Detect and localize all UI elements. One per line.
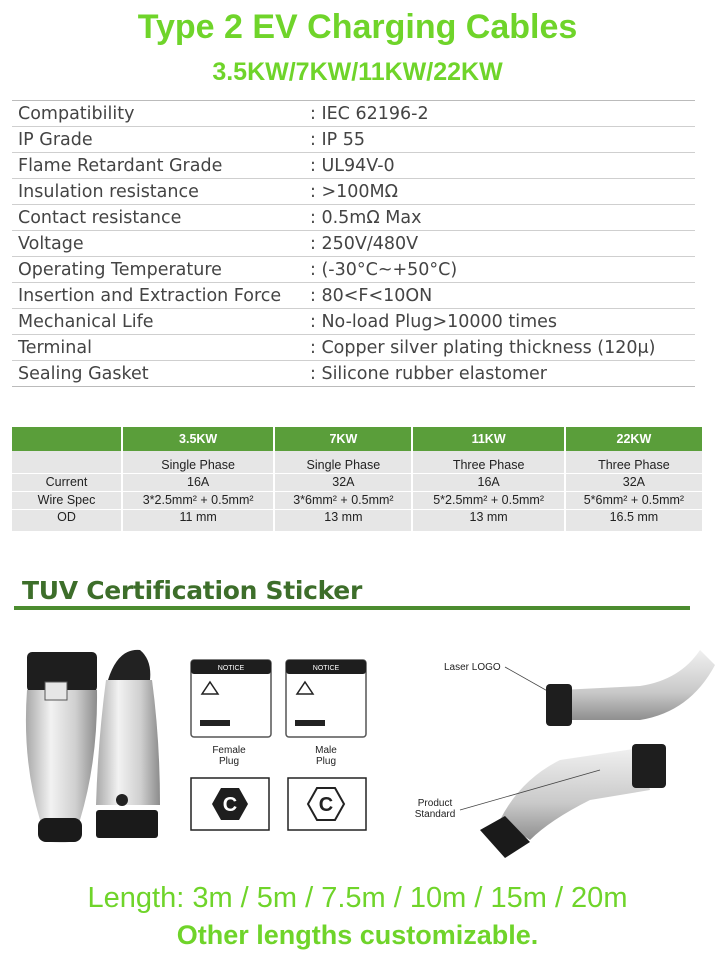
table-cell: Single Phase — [122, 451, 274, 473]
spec-list — [12, 100, 695, 387]
spec-row — [12, 257, 695, 283]
table-cell: 5*2.5mm² + 0.5mm² — [412, 491, 564, 509]
upper-plug-image — [546, 650, 715, 726]
spec-row — [12, 205, 695, 231]
table-row — [12, 491, 703, 509]
tuv-underline — [14, 606, 690, 610]
custom-length-note: Other lengths customizable. — [176, 920, 539, 950]
male-plug-image — [96, 650, 160, 838]
table-row — [12, 451, 703, 473]
spec-value: : (-30°C~+50°C) — [310, 260, 458, 280]
spec-value: : Copper silver plating thickness (120μ) — [310, 338, 656, 358]
table-cell: Three Phase — [412, 451, 564, 473]
spec-value: : 80<F<10ON — [310, 286, 433, 306]
spec-value: : IP 55 — [310, 130, 366, 150]
table-cell: 3*6mm² + 0.5mm² — [274, 491, 412, 509]
length-options: Length: 3m / 5m / 7.5m / 10m / 15m / 20m — [87, 882, 628, 914]
spec-row — [12, 231, 695, 257]
c-mark-letter: C — [318, 794, 334, 816]
table-cell: Three Phase — [565, 451, 703, 473]
table-header-cell — [12, 427, 122, 451]
table-cell: 13 mm — [274, 509, 412, 531]
female-label-line1: Female — [212, 745, 246, 756]
table-cell: 16A — [412, 473, 564, 491]
spec-label: Insulation resistance — [18, 182, 199, 202]
table-cell: 32A — [565, 473, 703, 491]
table-cell: 5*6mm² + 0.5mm² — [565, 491, 703, 509]
spec-row — [12, 179, 695, 205]
page-subtitle: 3.5KW/7KW/11KW/22KW — [212, 58, 503, 86]
spec-label: Operating Temperature — [18, 260, 222, 280]
spec-label: Terminal — [18, 338, 92, 358]
spec-value: : No-load Plug>10000 times — [310, 312, 558, 332]
lower-plug-image — [480, 744, 666, 858]
female-sticker — [191, 660, 271, 737]
table-cell — [12, 451, 122, 473]
table-row — [12, 473, 703, 491]
spec-row — [12, 127, 695, 153]
power-table — [12, 427, 704, 531]
table-cell: 13 mm — [412, 509, 564, 531]
table-header-cell: 11KW — [412, 427, 564, 451]
product-illustration — [0, 620, 715, 875]
table-cell: Wire Spec — [12, 491, 122, 509]
spec-label: Insertion and Extraction Force — [18, 286, 282, 306]
spec-label: Voltage — [18, 234, 84, 254]
table-cell: 11 mm — [122, 509, 274, 531]
spec-label: Compatibility — [18, 104, 135, 124]
product-standard-line2: Standard — [414, 809, 456, 820]
spec-row — [12, 335, 695, 361]
spec-row — [12, 309, 695, 335]
spec-value: : IEC 62196-2 — [310, 104, 429, 124]
sticker-notice: NOTICE — [217, 665, 245, 672]
table-header-cell: 7KW — [274, 427, 412, 451]
table-row — [12, 509, 703, 531]
spec-label: Mechanical Life — [18, 312, 154, 332]
table-header-cell: 3.5KW — [122, 427, 274, 451]
male-sticker — [286, 660, 366, 737]
spec-value: : >100MΩ — [310, 182, 398, 202]
spec-value: : 250V/480V — [310, 234, 419, 254]
tuv-heading: TUV Certification Sticker — [22, 576, 362, 605]
spec-label: Contact resistance — [18, 208, 182, 228]
female-plug-image — [26, 652, 97, 843]
table-cell: 3*2.5mm² + 0.5mm² — [122, 491, 274, 509]
female-label-line2: Plug — [218, 756, 240, 767]
male-label-line2: Plug — [315, 756, 337, 767]
table-cell: OD — [12, 509, 122, 531]
spec-row — [12, 153, 695, 179]
spec-label: Flame Retardant Grade — [18, 156, 223, 176]
spec-value: : 0.5mΩ Max — [310, 208, 422, 228]
page-title: Type 2 EV Charging Cables — [137, 8, 578, 46]
table-header-cell: 22KW — [565, 427, 703, 451]
table-cell: Single Phase — [274, 451, 412, 473]
spec-row — [12, 283, 695, 309]
table-cell: 32A — [274, 473, 412, 491]
spec-label: IP Grade — [18, 130, 93, 150]
male-label-line1: Male — [315, 745, 337, 756]
sticker-notice: NOTICE — [312, 665, 340, 672]
table-cell: 16A — [122, 473, 274, 491]
c-mark-letter: C — [222, 794, 238, 816]
spec-value: : Silicone rubber elastomer — [310, 364, 547, 384]
spec-row — [12, 361, 695, 387]
laser-logo-label: Laser LOGO — [444, 662, 501, 673]
spec-label: Sealing Gasket — [18, 364, 149, 384]
female-c-mark — [191, 778, 269, 830]
product-standard-line1: Product — [417, 798, 453, 809]
table-cell: 16.5 mm — [565, 509, 703, 531]
spec-row — [12, 101, 695, 127]
table-cell: Current — [12, 473, 122, 491]
male-c-mark — [288, 778, 366, 830]
table-header-row — [12, 427, 703, 451]
spec-value: : UL94V-0 — [310, 156, 395, 176]
